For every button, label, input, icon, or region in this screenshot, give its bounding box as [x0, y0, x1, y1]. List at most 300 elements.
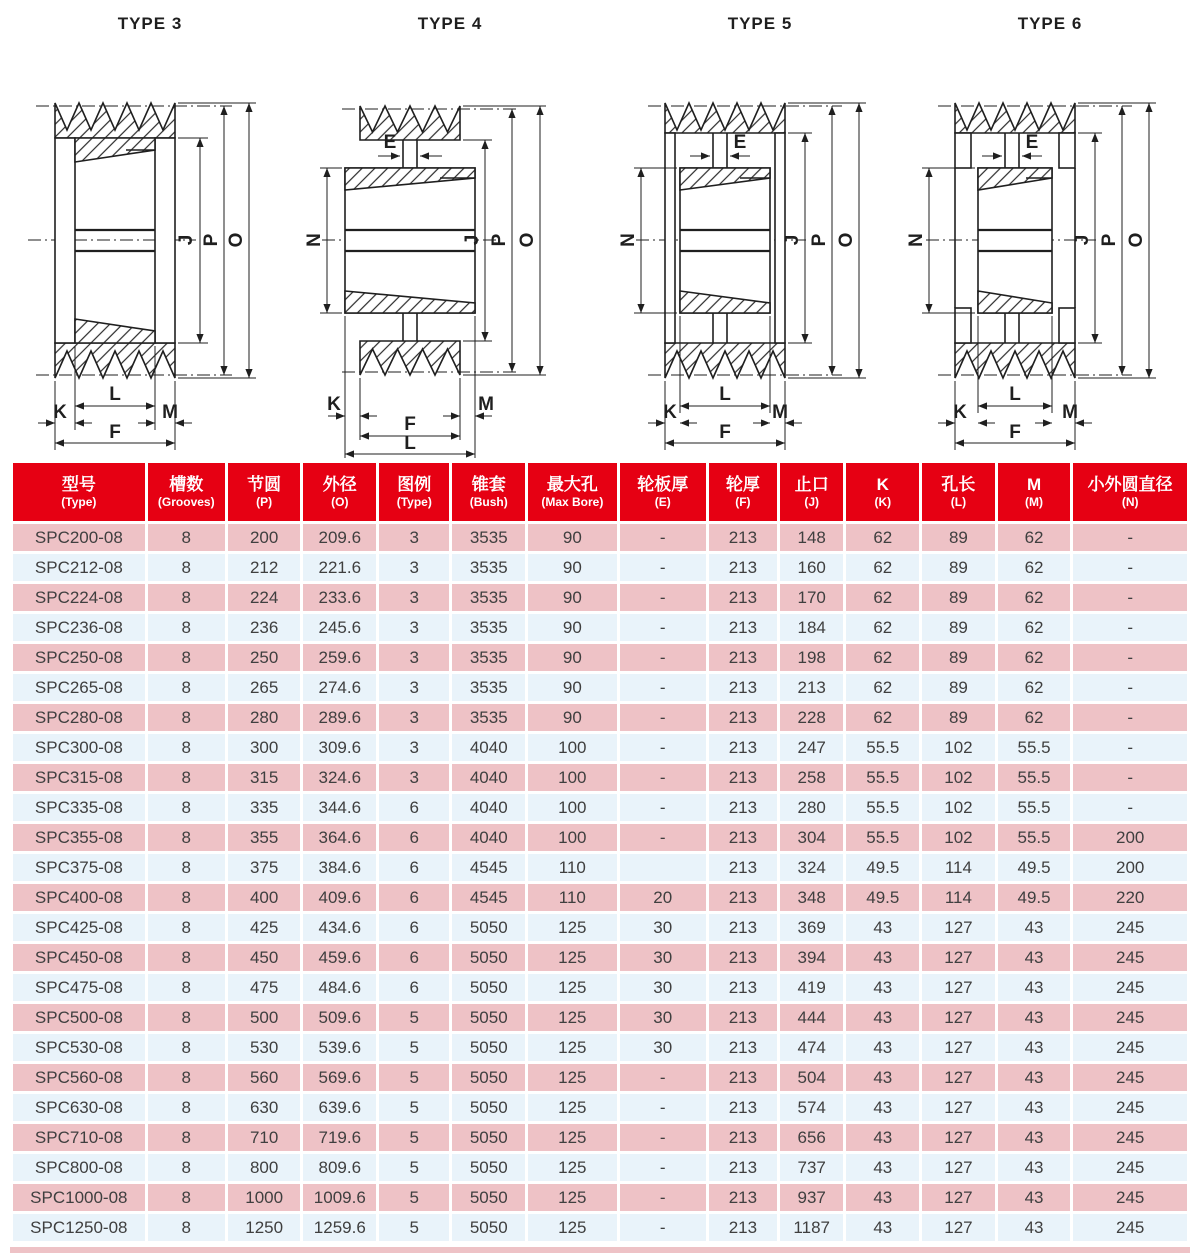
value-cell: 43	[998, 1184, 1071, 1211]
model-cell: SPC224-08	[13, 584, 145, 611]
value-cell: 1000	[228, 1184, 301, 1211]
column-header: 锥套 (Bush)	[452, 463, 525, 521]
value-cell: 280	[228, 704, 301, 731]
value-cell: 364.6	[303, 824, 376, 851]
value-cell: 5	[379, 1184, 449, 1211]
value-cell: 89	[922, 584, 995, 611]
value-cell: 6	[379, 914, 449, 941]
diagram-title: TYPE 6	[1017, 14, 1083, 33]
value-cell: 89	[922, 614, 995, 641]
value-cell: 55.5	[998, 764, 1071, 791]
pulley-diagram-type5	[610, 0, 910, 458]
value-cell: -	[620, 1184, 706, 1211]
value-cell: 110	[528, 854, 617, 881]
value-cell: 200	[228, 524, 301, 551]
dim-label-n: N	[304, 233, 325, 247]
value-cell: 127	[922, 1004, 995, 1031]
value-cell: 245	[1073, 1004, 1187, 1031]
value-cell: 127	[922, 1124, 995, 1151]
column-header: 最大孔 (Max Bore)	[528, 463, 617, 521]
dim-label-j: J	[462, 234, 483, 246]
value-cell: 245	[1073, 1094, 1187, 1121]
value-cell: 560	[228, 1064, 301, 1091]
pulley-cross-section-drawing	[300, 38, 600, 458]
column-header: M (M)	[998, 463, 1071, 521]
value-cell: 90	[528, 614, 617, 641]
value-cell: 5050	[452, 944, 525, 971]
value-cell: 43	[846, 1214, 919, 1241]
value-cell: 184	[780, 614, 844, 641]
value-cell: 245	[1073, 974, 1187, 1001]
value-cell: 102	[922, 734, 995, 761]
value-cell: 8	[148, 524, 225, 551]
model-cell: SPC1250-08	[13, 1214, 145, 1241]
value-cell: 5050	[452, 914, 525, 941]
value-cell: 5050	[452, 1184, 525, 1211]
value-cell: 3	[379, 524, 449, 551]
table-row	[13, 1034, 1187, 1061]
table-row	[13, 1004, 1187, 1031]
value-cell: 30	[620, 1034, 706, 1061]
table-row	[13, 614, 1187, 641]
value-cell: 198	[780, 644, 844, 671]
value-cell: 6	[379, 884, 449, 911]
value-cell: 245	[1073, 1064, 1187, 1091]
value-cell: 62	[998, 524, 1071, 551]
value-cell: 114	[922, 884, 995, 911]
table-row	[13, 884, 1187, 911]
value-cell: 114	[922, 854, 995, 881]
value-cell: 245.6	[303, 614, 376, 641]
value-cell: -	[1073, 794, 1187, 821]
table-row	[13, 584, 1187, 611]
value-cell: 62	[998, 584, 1071, 611]
value-cell: 335	[228, 794, 301, 821]
diagram-title: TYPE 4	[417, 14, 483, 33]
table-row	[13, 854, 1187, 881]
table-row	[13, 1214, 1187, 1241]
value-cell: 127	[922, 974, 995, 1001]
value-cell: 43	[998, 1004, 1071, 1031]
model-cell: SPC280-08	[13, 704, 145, 731]
table-row	[13, 1064, 1187, 1091]
value-cell: 55.5	[998, 734, 1071, 761]
value-cell: 49.5	[998, 854, 1071, 881]
value-cell: 245	[1073, 1034, 1187, 1061]
value-cell: 5	[379, 1004, 449, 1031]
value-cell: 213	[709, 704, 777, 731]
value-cell: 324.6	[303, 764, 376, 791]
value-cell: 43	[998, 944, 1071, 971]
value-cell: 213	[709, 1064, 777, 1091]
model-cell: SPC300-08	[13, 734, 145, 761]
value-cell: 55.5	[846, 824, 919, 851]
value-cell: 55.5	[846, 794, 919, 821]
value-cell: 30	[620, 944, 706, 971]
value-cell: 43	[998, 1094, 1071, 1121]
value-cell: 102	[922, 824, 995, 851]
value-cell: 127	[922, 1064, 995, 1091]
dim-label-o: O	[517, 232, 538, 248]
value-cell: 710	[228, 1124, 301, 1151]
dim-label-n: N	[906, 233, 927, 247]
value-cell: 125	[528, 1034, 617, 1061]
dim-label-o: O	[226, 232, 247, 248]
value-cell: 125	[528, 974, 617, 1001]
model-cell: SPC335-08	[13, 794, 145, 821]
value-cell: 459.6	[303, 944, 376, 971]
value-cell: 20	[620, 884, 706, 911]
dim-label-m: M	[478, 394, 494, 415]
table-row	[13, 704, 1187, 731]
value-cell: 55.5	[998, 824, 1071, 851]
value-cell: 160	[780, 554, 844, 581]
value-cell: 245	[1073, 1214, 1187, 1241]
value-cell: 55.5	[846, 734, 919, 761]
value-cell: 6	[379, 854, 449, 881]
value-cell: 3535	[452, 644, 525, 671]
value-cell: 127	[922, 914, 995, 941]
value-cell: 89	[922, 704, 995, 731]
value-cell: 250	[228, 644, 301, 671]
value-cell: 630	[228, 1094, 301, 1121]
value-cell: 419	[780, 974, 844, 1001]
value-cell: 4040	[452, 734, 525, 761]
value-cell: 43	[998, 1124, 1071, 1151]
dim-label-k: K	[663, 402, 677, 423]
column-header: 外径 (O)	[303, 463, 376, 521]
value-cell: 247	[780, 734, 844, 761]
value-cell: 100	[528, 734, 617, 761]
dim-label-f: F	[719, 422, 731, 443]
value-cell: 43	[998, 1034, 1071, 1061]
value-cell: 90	[528, 644, 617, 671]
value-cell: 43	[846, 1154, 919, 1181]
value-cell: 224	[228, 584, 301, 611]
dim-label-k: K	[327, 394, 341, 415]
value-cell: 43	[846, 1034, 919, 1061]
value-cell: 1187	[780, 1214, 844, 1241]
column-header: 小外圆直径 (N)	[1073, 463, 1187, 521]
table-row	[13, 1094, 1187, 1121]
value-cell: 245	[1073, 1124, 1187, 1151]
value-cell: 220	[1073, 884, 1187, 911]
value-cell: 8	[148, 1034, 225, 1061]
value-cell: -	[620, 524, 706, 551]
table-row	[13, 644, 1187, 671]
value-cell: -	[620, 1154, 706, 1181]
value-cell: 509.6	[303, 1004, 376, 1031]
value-cell: 530	[228, 1034, 301, 1061]
value-cell: 43	[998, 1154, 1071, 1181]
value-cell: 434.6	[303, 914, 376, 941]
value-cell: 539.6	[303, 1034, 376, 1061]
value-cell: 8	[148, 734, 225, 761]
value-cell: 30	[620, 974, 706, 1001]
value-cell: 444	[780, 1004, 844, 1031]
value-cell: 8	[148, 614, 225, 641]
table-body	[13, 524, 1187, 1241]
value-cell: -	[620, 674, 706, 701]
value-cell: -	[620, 644, 706, 671]
model-cell: SPC425-08	[13, 914, 145, 941]
dim-label-k: K	[953, 402, 967, 423]
value-cell: 3	[379, 614, 449, 641]
value-cell: 5050	[452, 1064, 525, 1091]
value-cell: 55.5	[846, 764, 919, 791]
value-cell: 5	[379, 1064, 449, 1091]
value-cell: 3	[379, 584, 449, 611]
model-cell: SPC315-08	[13, 764, 145, 791]
value-cell: 3535	[452, 554, 525, 581]
value-cell: 127	[922, 1184, 995, 1211]
value-cell: 125	[528, 944, 617, 971]
value-cell: 5	[379, 1124, 449, 1151]
dim-label-j: J	[1072, 234, 1093, 246]
value-cell: 6	[379, 944, 449, 971]
value-cell: 213	[709, 554, 777, 581]
value-cell: 62	[998, 644, 1071, 671]
model-cell: SPC560-08	[13, 1064, 145, 1091]
model-cell: SPC500-08	[13, 1004, 145, 1031]
value-cell: 6	[379, 824, 449, 851]
value-cell: 3535	[452, 614, 525, 641]
value-cell: 62	[998, 674, 1071, 701]
value-cell: 125	[528, 1094, 617, 1121]
column-header: 止口 (J)	[780, 463, 844, 521]
dim-label-j: J	[782, 234, 803, 246]
value-cell: -	[1073, 584, 1187, 611]
value-cell: 62	[846, 584, 919, 611]
value-cell: 245	[1073, 1154, 1187, 1181]
value-cell: 125	[528, 1124, 617, 1151]
value-cell: 3535	[452, 704, 525, 731]
value-cell: 43	[998, 914, 1071, 941]
value-cell: 102	[922, 764, 995, 791]
dim-label-e: E	[733, 132, 747, 153]
value-cell: 8	[148, 1214, 225, 1241]
value-cell: 62	[846, 524, 919, 551]
model-cell: SPC400-08	[13, 884, 145, 911]
value-cell: 8	[148, 1184, 225, 1211]
value-cell: 6	[379, 974, 449, 1001]
value-cell: 5050	[452, 974, 525, 1001]
value-cell: 213	[709, 1094, 777, 1121]
value-cell: 3	[379, 644, 449, 671]
value-cell: 348	[780, 884, 844, 911]
dim-label-f: F	[109, 422, 121, 443]
value-cell: -	[620, 794, 706, 821]
value-cell: 213	[709, 734, 777, 761]
column-header: 孔长 (L)	[922, 463, 995, 521]
pulley-diagram-type3	[0, 0, 300, 458]
value-cell: 89	[922, 644, 995, 671]
value-cell: 127	[922, 1154, 995, 1181]
value-cell: 62	[846, 614, 919, 641]
value-cell: 5050	[452, 1124, 525, 1151]
dim-label-o: O	[1126, 232, 1147, 248]
value-cell: 304	[780, 824, 844, 851]
value-cell: 265	[228, 674, 301, 701]
table-header-row	[13, 463, 1187, 521]
dim-label-p: P	[1099, 233, 1120, 247]
value-cell: 8	[148, 884, 225, 911]
table-row	[13, 1124, 1187, 1151]
model-cell: SPC250-08	[13, 644, 145, 671]
value-cell: 355	[228, 824, 301, 851]
value-cell: 8	[148, 854, 225, 881]
value-cell: 213	[709, 1154, 777, 1181]
value-cell: 102	[922, 794, 995, 821]
value-cell: 504	[780, 1064, 844, 1091]
table-row	[13, 524, 1187, 551]
value-cell: 110	[528, 884, 617, 911]
value-cell: -	[620, 704, 706, 731]
value-cell: -	[620, 554, 706, 581]
value-cell: 369	[780, 914, 844, 941]
value-cell: 4545	[452, 854, 525, 881]
model-cell: SPC355-08	[13, 824, 145, 851]
value-cell: 5050	[452, 1034, 525, 1061]
table-row	[13, 1154, 1187, 1181]
table-row	[13, 794, 1187, 821]
value-cell: 30	[620, 914, 706, 941]
value-cell: 258	[780, 764, 844, 791]
value-cell: 49.5	[998, 884, 1071, 911]
dim-label-f: F	[404, 414, 416, 435]
value-cell: 213	[709, 584, 777, 611]
column-header: 轮板厚 (E)	[620, 463, 706, 521]
value-cell: 62	[998, 554, 1071, 581]
value-cell: 569.6	[303, 1064, 376, 1091]
value-cell: 125	[528, 1064, 617, 1091]
dim-label-l: L	[404, 433, 416, 454]
value-cell: 3535	[452, 524, 525, 551]
value-cell: 809.6	[303, 1154, 376, 1181]
value-cell: 300	[228, 734, 301, 761]
value-cell: 3	[379, 764, 449, 791]
table-row	[13, 734, 1187, 761]
dim-label-m: M	[162, 402, 178, 423]
model-cell: SPC212-08	[13, 554, 145, 581]
dim-label-n: N	[618, 233, 639, 247]
value-cell: 5050	[452, 1214, 525, 1241]
value-cell: 213	[709, 674, 777, 701]
value-cell: 89	[922, 674, 995, 701]
table-row	[13, 554, 1187, 581]
value-cell: 62	[846, 644, 919, 671]
value-cell: -	[1073, 614, 1187, 641]
dim-label-m: M	[1062, 402, 1078, 423]
pulley-diagram-type4	[300, 0, 600, 458]
value-cell: 315	[228, 764, 301, 791]
value-cell: 3	[379, 704, 449, 731]
value-cell: 100	[528, 764, 617, 791]
value-cell: 6	[379, 794, 449, 821]
value-cell: 213	[709, 884, 777, 911]
value-cell: 4040	[452, 764, 525, 791]
value-cell: 221.6	[303, 554, 376, 581]
value-cell: 127	[922, 1214, 995, 1241]
value-cell: 8	[148, 1154, 225, 1181]
column-header: K (K)	[846, 463, 919, 521]
value-cell: 49.5	[846, 854, 919, 881]
value-cell: 43	[998, 1214, 1071, 1241]
value-cell: 213	[709, 974, 777, 1001]
value-cell: 43	[846, 1094, 919, 1121]
value-cell: 737	[780, 1154, 844, 1181]
value-cell: 55.5	[998, 794, 1071, 821]
value-cell: 8	[148, 764, 225, 791]
value-cell: 8	[148, 1064, 225, 1091]
value-cell: -	[1073, 554, 1187, 581]
value-cell: 89	[922, 554, 995, 581]
model-cell: SPC265-08	[13, 674, 145, 701]
pulley-cross-section-drawing	[610, 38, 910, 458]
dim-label-k: K	[53, 402, 67, 423]
column-header: 槽数 (Grooves)	[148, 463, 225, 521]
value-cell: 8	[148, 974, 225, 1001]
value-cell: -	[620, 1064, 706, 1091]
value-cell: 1009.6	[303, 1184, 376, 1211]
value-cell: 8	[148, 674, 225, 701]
dim-label-o: O	[836, 232, 857, 248]
value-cell: 90	[528, 704, 617, 731]
model-cell: SPC1000-08	[13, 1184, 145, 1211]
value-cell: 5050	[452, 1004, 525, 1031]
value-cell: 148	[780, 524, 844, 551]
value-cell: 213	[709, 854, 777, 881]
value-cell: 127	[922, 944, 995, 971]
table-row	[13, 1184, 1187, 1211]
value-cell: 62	[846, 554, 919, 581]
value-cell: 125	[528, 1184, 617, 1211]
value-cell: 937	[780, 1184, 844, 1211]
value-cell: 213	[709, 1034, 777, 1061]
dim-label-p: P	[201, 233, 222, 247]
model-cell: SPC630-08	[13, 1094, 145, 1121]
value-cell: -	[1073, 764, 1187, 791]
value-cell: 3	[379, 554, 449, 581]
value-cell: 394	[780, 944, 844, 971]
value-cell: -	[1073, 524, 1187, 551]
value-cell: 5	[379, 1214, 449, 1241]
value-cell: 639.6	[303, 1094, 376, 1121]
value-cell: -	[620, 734, 706, 761]
value-cell: 125	[528, 1154, 617, 1181]
value-cell: 125	[528, 1004, 617, 1031]
value-cell: 475	[228, 974, 301, 1001]
value-cell: 384.6	[303, 854, 376, 881]
value-cell: 213	[709, 1184, 777, 1211]
model-cell: SPC450-08	[13, 944, 145, 971]
diagram-title: TYPE 5	[727, 14, 793, 33]
value-cell: 100	[528, 794, 617, 821]
table-row	[13, 944, 1187, 971]
value-cell: -	[620, 614, 706, 641]
pulley-cross-section-drawing	[900, 38, 1200, 458]
value-cell: 213	[709, 764, 777, 791]
value-cell: 30	[620, 1004, 706, 1031]
value-cell: 5050	[452, 1154, 525, 1181]
model-cell: SPC800-08	[13, 1154, 145, 1181]
dim-label-l: L	[109, 384, 121, 405]
value-cell: 3	[379, 734, 449, 761]
value-cell: 170	[780, 584, 844, 611]
value-cell: 8	[148, 944, 225, 971]
value-cell: 62	[846, 674, 919, 701]
value-cell: 90	[528, 554, 617, 581]
